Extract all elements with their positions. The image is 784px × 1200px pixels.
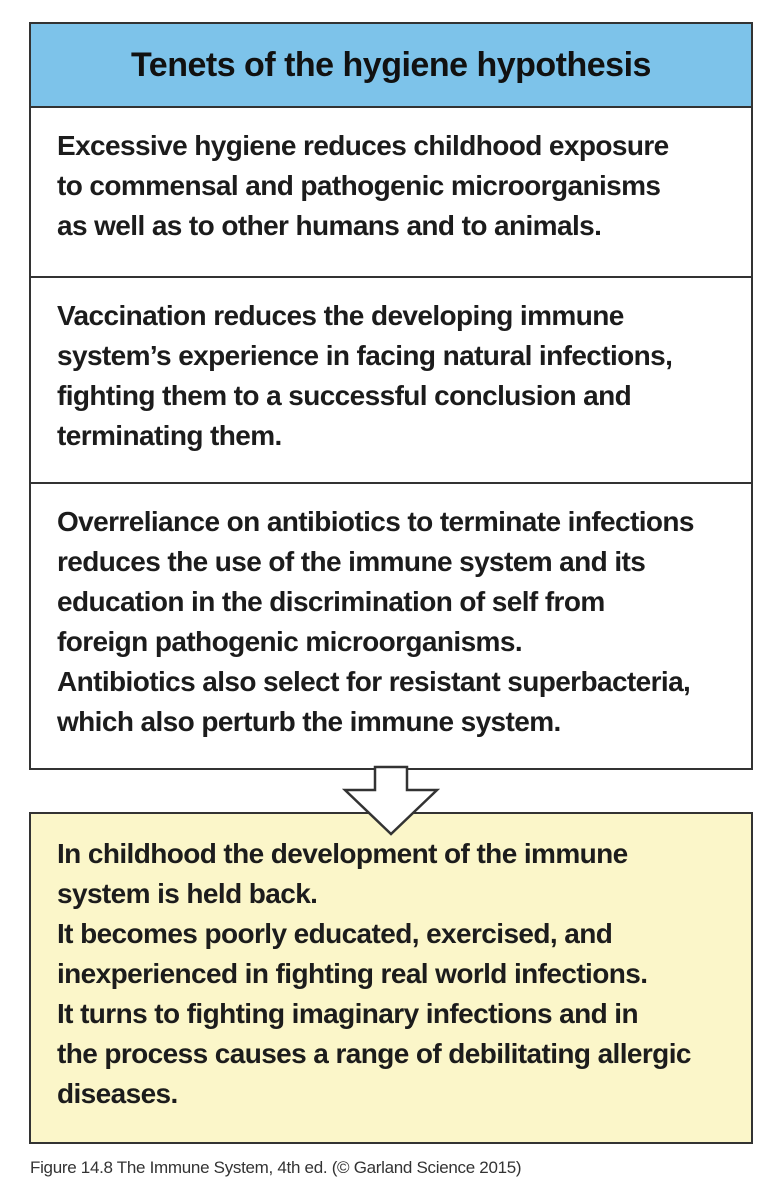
conclusion-box (29, 812, 753, 1144)
tenet-box-vaccination (29, 276, 753, 484)
tenet-text: Overreliance on antibiotics to terminate infections reduces the use of the immune system and its education in the discrimination of self from foreign pathogenic microorganisms. Antibiotics also select for resistant superbacteria, which also perturb the immune system. (57, 506, 694, 737)
figure-caption: Figure 14.8 The Immune System, 4th ed. (© Garland Science 2015) (30, 1158, 522, 1177)
tenet-box-antibiotics (29, 482, 753, 770)
tenet-box-hygiene (29, 106, 753, 278)
header-title: Tenets of the hygiene hypothesis (131, 45, 651, 84)
tenet-text: Vaccination reduces the developing immune system’s experience in facing natural infections, fighting them to a successful conclusion and terminating them. (57, 300, 673, 451)
down-arrow-icon (343, 766, 439, 836)
tenet-text: Excessive hygiene reduces childhood exposure to commensal and pathogenic microorganisms as well as to other humans and to animals. (57, 130, 669, 241)
header-box (29, 22, 753, 108)
conclusion-text: In childhood the development of the immune system is held back. It becomes poorly educated, exercised, and inexperienced in fighting real world infections. It turns to fighting imaginary infections and in the process causes a range of debilitating allergic diseases. (57, 838, 691, 1109)
